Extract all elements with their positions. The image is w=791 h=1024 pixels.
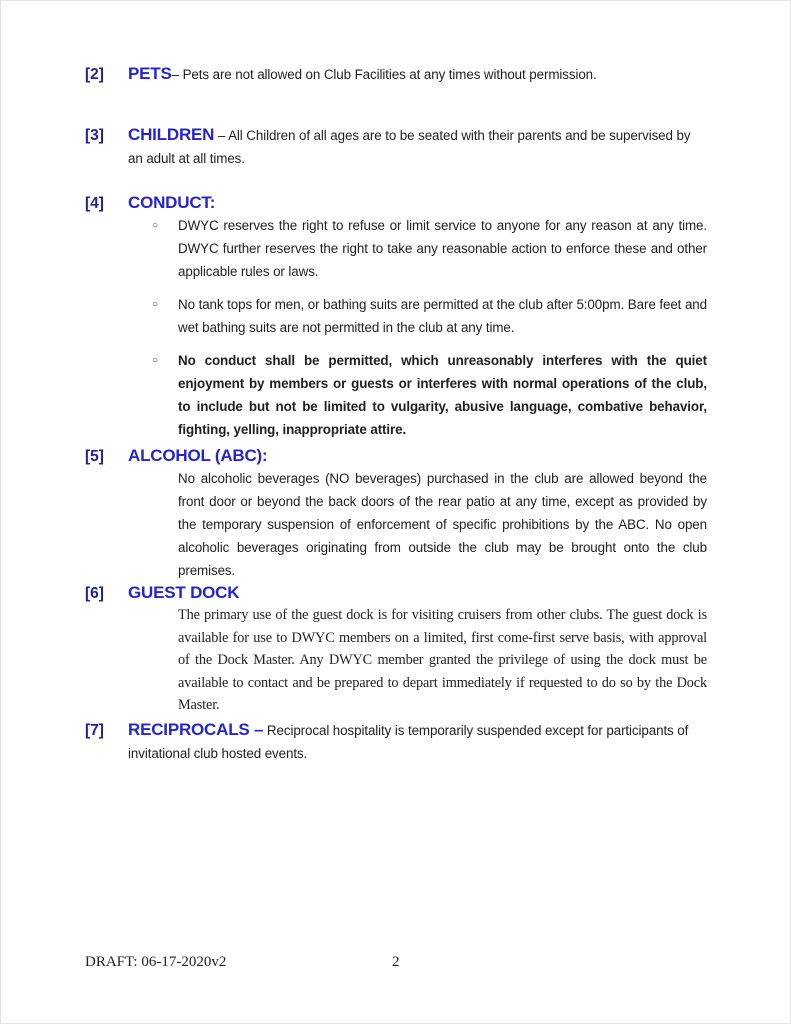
page-footer	[85, 952, 707, 972]
section-content	[128, 718, 707, 765]
section-line	[128, 123, 707, 170]
section-paragraph: No alcoholic beverages (NO beverages) purchased in the club are allowed beyond the front door or beyond the back doors of the rear patio at any time, except as provided by the temporary suspension of enforcement of specific prohibitions by the ABC. No open alcoholic beverages originating from outside the club may be brought onto the club premises.	[178, 471, 707, 578]
bullet-circle-icon: ○	[152, 220, 159, 231]
section-content	[128, 192, 707, 441]
bullet-text: No conduct shall be permitted, which unreasonably interferes with the quiet enjoyment by members or guests or interferes with normal operations of the club, to include but not be limited to vulgarity, abusive language, combative behavior, fighting, yelling, inappropriate attire.	[178, 353, 707, 437]
section-number: [3]	[85, 127, 104, 144]
section-heading: PETS	[128, 64, 172, 83]
page-number: 2	[391, 954, 400, 970]
bullet-text: DWYC reserves the right to refuse or limit service to anyone for any reason at any time. DWYC further reserves the right to take any reasonable action to enforce these and other applicable rules or laws.	[178, 218, 707, 279]
section-alcohol	[85, 445, 707, 582]
section-number: [6]	[85, 585, 104, 602]
section-children	[85, 123, 707, 170]
bullet-circle-icon: ○	[152, 299, 159, 310]
section-number: [4]	[85, 195, 104, 212]
section-line	[128, 718, 707, 765]
bullet-circle-icon: ○	[152, 355, 159, 366]
section-line	[128, 62, 707, 86]
section-heading: ALCOHOL (ABC):	[128, 446, 268, 465]
section-heading: CHILDREN	[128, 125, 215, 144]
draft-label: DRAFT: 06-17-2020v2	[85, 954, 227, 970]
bullet-item	[128, 349, 707, 441]
bullet-text: No tank tops for men, or bathing suits are permitted at the club after 5:00pm. Bare feet and wet bathing suits are not permitted in the club at any time.	[178, 297, 707, 335]
section-pets	[85, 62, 707, 86]
section-content	[128, 445, 707, 582]
section-heading: CONDUCT:	[128, 193, 216, 212]
section-content	[128, 62, 707, 86]
section-guest-dock	[85, 582, 707, 717]
section-reciprocals	[85, 718, 707, 765]
section-heading: RECIPROCALS –	[128, 719, 264, 739]
bullet-item	[128, 214, 707, 283]
section-text: Reciprocal hospitality is temporarily suspended except for participants of invitational club hosted events.	[128, 722, 689, 761]
section-text: – Pets are not allowed on Club Facilities at any times without permission.	[171, 67, 597, 82]
section-content	[128, 123, 707, 170]
section-number: [7]	[85, 721, 104, 739]
section-heading: GUEST DOCK	[128, 583, 240, 602]
section-number: [2]	[85, 66, 104, 83]
section-number: [5]	[85, 448, 104, 465]
section-text: – All Children of all ages are to be seated with their parents and be supervised by an adult at all times.	[128, 128, 691, 166]
section-paragraph: The primary use of the guest dock is for visiting cruisers from other clubs. The guest dock is available for use to DWYC members on a limited, first come-first serve basis, with approval of the Dock Master. Any DWYC member granted the privilege of using the dock must be available to contact and be prepared to depart immediately if requested to do so by the Dock Master.	[178, 607, 707, 713]
document-body	[85, 62, 707, 765]
section-conduct	[85, 192, 707, 441]
bullet-item	[128, 293, 707, 339]
section-content	[128, 582, 707, 717]
